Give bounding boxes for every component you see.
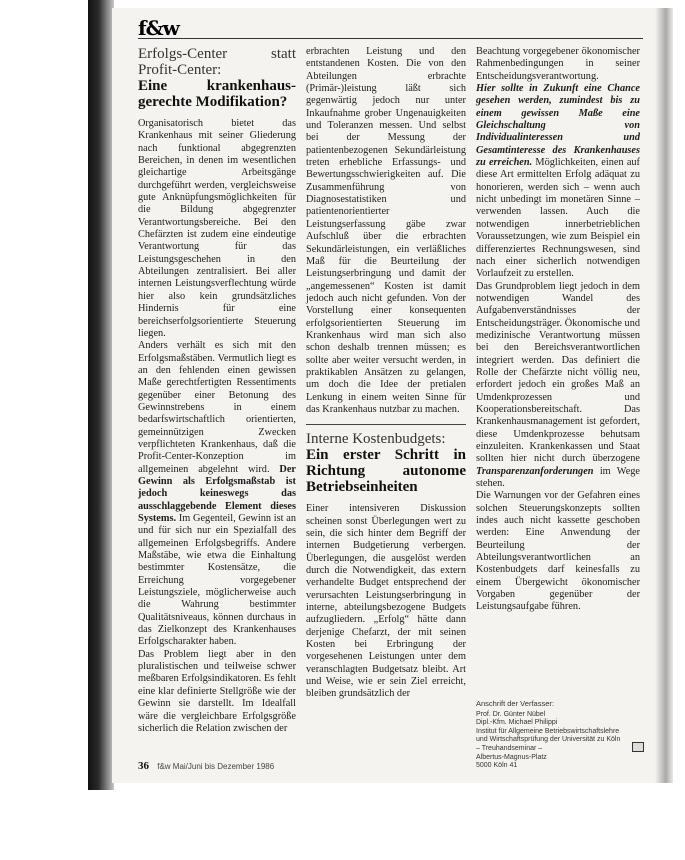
author-line: 5000 Köln 41: [476, 762, 518, 770]
body-text: im Wege stehen.: [476, 465, 640, 490]
section-rule: [306, 424, 466, 425]
page-footer: [138, 760, 274, 772]
author-line: Institut für Allgemeine Betriebswirtschaftslehre: [476, 727, 620, 735]
body-paragraph: Das Problem liegt aber in den pluralistischen und teilweise schwer meßbaren Erfolgsindikatoren. Es fehlt eine klar definierte Stellgröße wie der Gewinn sie darstellt. Im Idealfall wäre die vergleichbare Erfolgsgröße sicherlich die Relation zwischen der: [138, 648, 296, 734]
emphasis-text: Transparenzanforderungen: [476, 465, 594, 477]
author-line: Dipl.-Kfm. Michael Philippi: [476, 719, 558, 727]
body-text: Anders verhält es sich mit den Erfolgsmaßstäben. Vermutlich liegt es an den fehlenden einen gewissen Maße gerechtfertigten Ressentiments gegenüber einer Betonung des Gewinnstrebens in einem bedarfswirtschaftlich orientierten, gemeinnützigen Zwecken verpflichteten Krankenhaus, daß die Profit-Center-Konzeption im allgemeinen abgelehnt wird.: [138, 340, 296, 475]
page-edge-shadow: [655, 8, 673, 783]
body-text: Im Gegenteil, Gewinn ist an und für sich nur ein Spezialfall des allgemeinen Erfolgsbegriffs. Andere Maßstäbe, wie etwa die Einhaltung bestimmter Kostensätze, die Erreichung vorgegebener Leistungsziele, möglicherweise auch die Wahrung bestimmter Qualitätsniveaus, können durchaus in das Zielkonzept des Krankenhauses Erfolgscharakter haben.: [138, 513, 296, 648]
body-paragraph: [138, 340, 296, 649]
body-paragraph: erbrachten Leistung und den entstandenen Kosten. Die von den Abteilungen erbrachte (Primär-)leistung läßt sich gegenwärtig jedoch nur unter Inkaufnahme grober Ungenauigkeiten und Toleranzen messen. Und selbst bei der Messung der patientenbezogenen Sekundärleistung treten erhebliche Erfassungs- und Bewertungsschwierigkeiten auf. Die Zusammenführung von Diagnosestatistiken und patientenorientierter Leistungserfassung gäbe zwar Aufschluß über die erbrachten Sekundärleistungen, ein verläßliches Maß für die Beurteilung der Leistungserbringung und damit der „angemessenen“ Kosten ist damit jedoch auch nicht gefunden. Von der Vorstellung einer konsequenten erfolgsorientierten Steuerung im Krankenhaus wird man sich also schon deshalb trennen müssen; es sollte aber weiter versucht werden, in praktikablen Ansätzen zu gelangen, um doch die Idee der pretialen Lenkung in einem weiten Sinne für das Krankenhaus nutzbar zu machen.: [306, 46, 466, 415]
body-paragraph: Die Warnungen vor der Gefahren eines solchen Steuerungskonzepts sollten indes auch nicht kassette geschoben werden: Eine Anwendung der Beurteilung der Abteilungsverantwortlichen an Kostenbudgets darf keinesfalls zu einem Übergewicht ökonomischer Vorgaben gegenüber der Leistungsaufgabe führen.: [476, 490, 640, 613]
author-line: – Treuhandseminar –: [476, 744, 543, 752]
author-address-title: Anschrift der Verfasser:: [476, 699, 554, 708]
section-kicker: Interne Kostenbudgets:: [306, 431, 446, 448]
magazine-logo: f&w: [138, 16, 179, 40]
body-paragraph: [476, 281, 640, 491]
body-paragraph: Beachtung vorgegebener ökonomischer Rahmenbedingungen in seiner Entscheidungsverantwortung.: [476, 46, 640, 82]
column-3: [476, 46, 640, 614]
emphasis-text: Der Gewinn als Erfolgsmaßstab ist jedoch keineswegs das ausschlaggebende Element dieses Systems.: [138, 463, 296, 524]
issue-line: f&w Mai/Juni bis Dezember 1986: [157, 762, 275, 771]
page-number: 36: [138, 760, 149, 772]
body-paragraph: [476, 83, 640, 281]
article-end-mark-icon: [632, 742, 644, 752]
header-rule: [138, 38, 643, 39]
body-paragraph: Einer intensiveren Diskussion scheinen sonst Überlegungen wert zu sein, die sich hinter dem Begriff der internen Budgetierung verbergen. Überlegungen, die ausgelöst werden durch die Notwendigkeit, das extern verhandelte Budget entsprechend der verursachten Leistungserbringung in interne, abteilungsbezogene Budgets aufzugliedern. „Erfolg“ hätte dann derjenige Chefarzt, der mit seinen Kosten bei Erbringung der vorgesehenen Leistungen unter dem veranschlagten Budgetsatz bleibt. Art und Weise, wie er sein Ziel erreicht, bleiben grundsätzlich der: [306, 503, 466, 700]
body-text: Das Grundproblem liegt jedoch in dem notwendigen Wandel des Aufgabenverständnisses der Entscheidungsträger. Ökonomische und medizinische Verantwortung müssen bei den Bereichsverantwortlichen integriert werden. Das definiert die Rolle der Chefärzte nicht völlig neu, erfordert jedoch ein großes Maß an Umdenkprozessen und Kooperationsbereitschaft. Das Krankenhausmanagement ist gefordert, diese Umdenkprozesse behutsam einzuleiten. Krankenkassen und Staat sollten hier nicht durch überzogene: [476, 280, 640, 465]
article-headline: Eine krankenhaus-gerechte Modifikation?: [138, 78, 296, 110]
article-kicker: Erfolgs-Center statt Profit-Center:: [138, 46, 296, 78]
author-line: und Wirtschaftsprüfung der Universität zu Köln: [476, 736, 621, 744]
section-headline: Ein erster Schritt in Richtung autonome Betriebseinheiten: [306, 447, 466, 496]
body-paragraph: Organisatorisch bietet das Krankenhaus mit seiner Gliederung nach funktional abgegrenzten Bereichen, in denen im wesentlichen gleichartige Arbeitsgänge durchgeführt werden, vergleichsweise gute Anknüpfungsmöglichkeiten für die Bildung abgegrenzter Verantwortungsbereiche. Bei den Chefärzten ist zudem eine eindeutige Verantwortung für das Leistungsgeschehen in den Abteilungen zentralisiert. Bei aller internen Leistungsverflechtung würde hier also kein grundsätzliches Hindernis für eine bereichserfolgsorientierte Steuerung liegen.: [138, 118, 296, 339]
emphasis-text: Hier sollte in Zukunft eine Chance gesehen werden, zumindest bis zu einem gewissen Maße eine Gleichschaltung von Individualinteressen und Gesamtinteresse des Krankenhauses zu erreichen.: [476, 83, 640, 169]
column-2: [306, 46, 466, 701]
author-address: [476, 700, 640, 771]
author-line: Prof. Dr. Günter Nübel: [476, 710, 546, 718]
column-1: [138, 46, 296, 735]
author-line: Albertus-Magnus-Platz: [476, 753, 547, 761]
body-text: Möglichkeiten, einen auf diese Art ermittelten Erfolg adäquat zu honorieren, werden sich – wenn auch nicht unbedingt im monetären Sinne – verwenden lassen. Auch die notwendigen innerbetrieblichen Voraussetzungen, wie zum Beispiel ein differenziertes Rechnungswesen, sind nach einer sicherlich notwendigen Vorlaufzeit zu erstellen.: [476, 157, 640, 280]
book-gutter-shadow: [88, 0, 114, 790]
